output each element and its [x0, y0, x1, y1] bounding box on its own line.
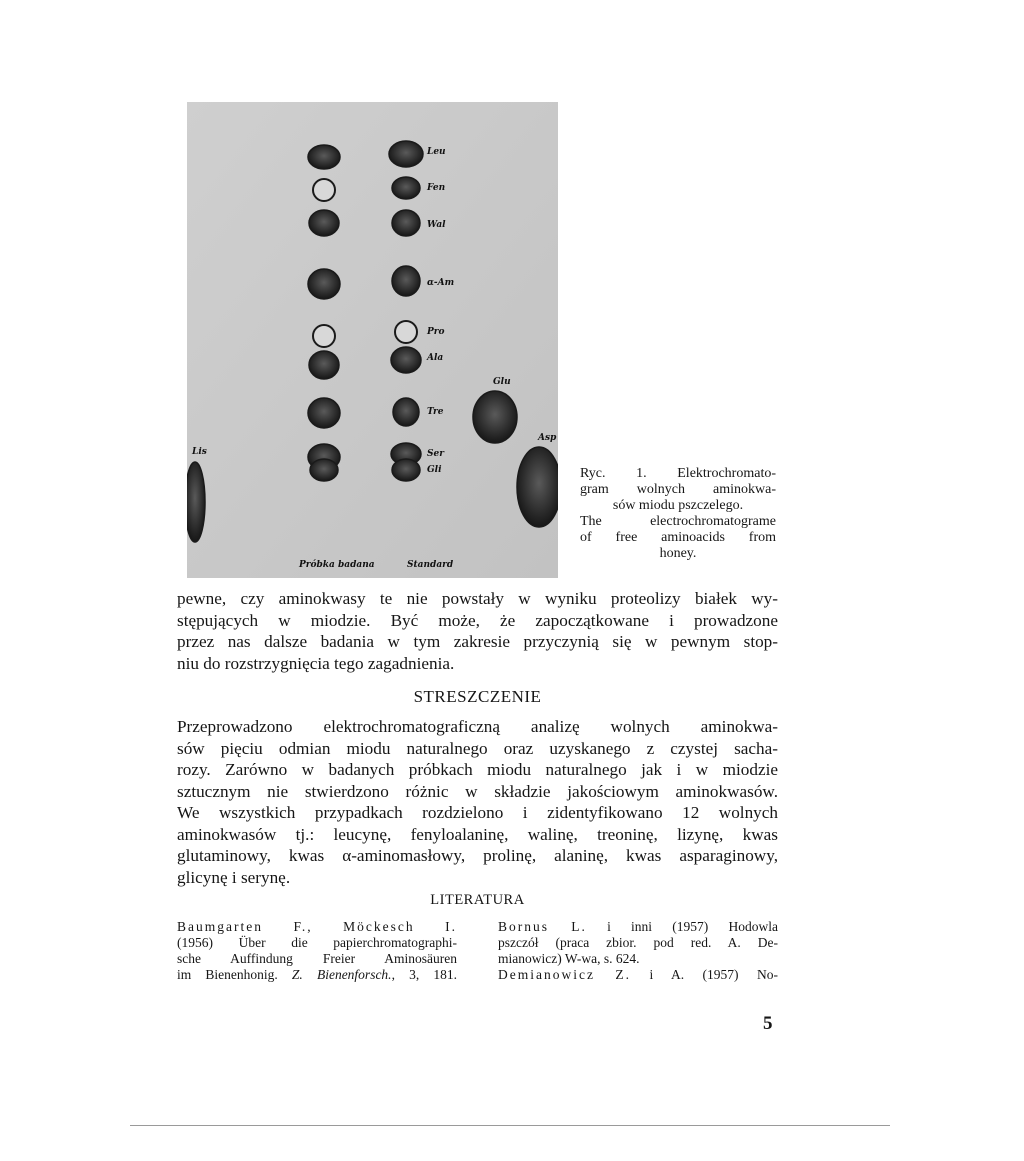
reference-text: i inni (1957) Hodowla: [586, 919, 778, 934]
reference-text: i A. (1957) No-: [631, 967, 778, 982]
spot-label: Wal: [427, 220, 446, 230]
standard-spot: [392, 459, 420, 481]
reference-author: Demianowicz Z.: [498, 967, 632, 982]
asp-spot: [517, 447, 558, 527]
caption-line: honey.: [659, 546, 697, 561]
text-line: glutaminowy, kwas α-aminomasłowy, prolinę, alaninę, kwas asparaginowy,: [177, 846, 778, 865]
standard-spot: [391, 347, 421, 373]
reference-line: [177, 967, 457, 983]
caption-line: gram wolnych aminokwa-: [580, 482, 776, 497]
spot-label: Fen: [427, 183, 446, 193]
caption-line: Ryc. 1. Elektrochromato-: [580, 466, 776, 481]
lys-spot: [187, 462, 205, 542]
glu-label: Glu: [493, 377, 511, 387]
asp-label: Asp: [538, 433, 557, 443]
text-line: sztucznym nie stwierdzono różnic w składzie jakościowym aminokwasów.: [177, 781, 778, 801]
caption-line: The electrochromatograme: [580, 514, 776, 529]
sample-lane-label: Próbka badana: [299, 560, 375, 570]
intro-paragraph: [177, 588, 778, 674]
spot-label: Pro: [427, 327, 445, 337]
standard-lane-label: Standard: [407, 560, 454, 570]
standard-spot: [389, 141, 423, 167]
page-number: 5: [763, 1013, 773, 1034]
sample-spot: [309, 351, 339, 379]
standard-spot: [395, 321, 417, 343]
text-line: pewne, czy aminokwasy te nie powstały w wyniku proteolizy białek wy-: [177, 589, 778, 608]
text-line: stępujących w miodzie. Być może, że zapoczątkowane i prowadzone: [177, 610, 778, 630]
scan-edge-line: [130, 1125, 890, 1126]
spot-label: α-Am: [427, 278, 455, 288]
references-right-column: [498, 919, 778, 983]
spot-label: Ser: [427, 449, 444, 459]
reference-line: sche Auffindung Freier Aminosäuren: [177, 951, 457, 966]
reference-demianowicz: [498, 967, 778, 983]
spot-label: Gli: [427, 465, 442, 475]
standard-spot: [392, 266, 420, 296]
reference-author: Bornus L.: [498, 919, 587, 934]
text-line: rozy. Zarówno w badanych próbkach miodu naturalnego jak i w miodzie: [177, 760, 778, 779]
figure-caption: [580, 466, 776, 562]
sample-spot: [310, 459, 338, 481]
sample-spot: [313, 179, 335, 201]
sample-spot: [308, 145, 340, 169]
section-heading-literatura: LITERATURA: [430, 892, 525, 908]
reference-bornus: [498, 919, 778, 935]
reference-line: mianowicz) W-wa, s. 624.: [498, 951, 640, 966]
caption-line: sów miodu pszczelego.: [612, 498, 744, 513]
sample-spot: [308, 269, 340, 299]
text-line: glicynę i serynę.: [177, 867, 291, 887]
streszczenie-paragraph: [177, 716, 778, 888]
text-line: We wszystkich przypadkach rozdzielono i zidentyfikowano 12 wolnych: [177, 803, 778, 822]
reference-baumgarten: [177, 919, 457, 983]
reference-line: (1956) Über die papierchromatographi-: [177, 935, 457, 950]
sample-spot: [309, 210, 339, 236]
reference-text: im Bienenhonig.: [177, 967, 292, 982]
electrochromatogram-photo: [187, 102, 558, 578]
sample-spot: [313, 325, 335, 347]
lys-label: Lis: [192, 447, 207, 457]
text-line: niu do rozstrzygnięcia tego zagadnienia.: [177, 653, 455, 673]
text-line: sów pięciu odmian miodu naturalnego oraz uzyskanego z czystej sacha-: [177, 738, 778, 758]
electrochromatogram-figure: [187, 102, 558, 578]
glu-spot: [473, 391, 517, 443]
spot-label: Leu: [427, 147, 446, 157]
reference-journal: Z. Bienenforsch.: [291, 967, 392, 982]
text-line: aminokwasów tj.: leucynę, fenyloalaninę, walinę, treoninę, lizynę, kwas: [177, 824, 778, 844]
reference-line: pszczół (praca zbior. pod red. A. De-: [498, 935, 778, 950]
text-line: przez nas dalsze badania w tym zakresie przyczynią się w pewnym stop-: [177, 632, 778, 651]
section-heading-streszczenie: STRESZCZENIE: [413, 687, 542, 706]
text-line: Przeprowadzono elektrochromatograficzną analizę wolnych aminokwa-: [177, 717, 778, 736]
reference-author: Baumgarten F., Möckesch I.: [177, 919, 457, 934]
standard-spot: [393, 398, 419, 426]
sample-spot: [308, 398, 340, 428]
caption-line: of free aminoacids from: [580, 530, 776, 545]
standard-spot: [392, 210, 420, 236]
reference-text: , 3, 181.: [391, 967, 457, 982]
spot-label: Tre: [427, 407, 444, 417]
spot-label: Ala: [427, 353, 444, 363]
standard-spot: [392, 177, 420, 199]
